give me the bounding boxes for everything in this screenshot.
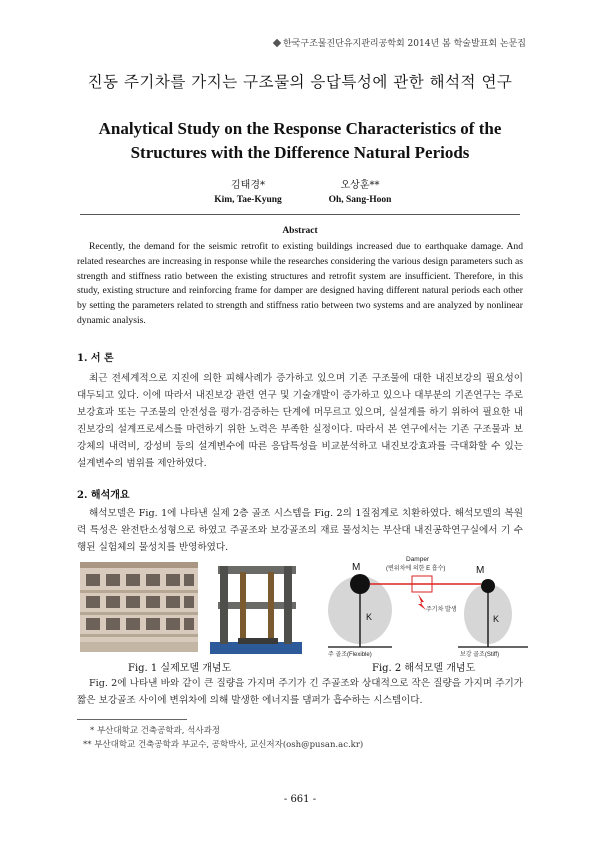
title-korean: 진동 주기차를 가지는 구조물의 응답특성에 관한 해석적 연구: [87, 73, 513, 91]
mass-main: [350, 574, 370, 594]
lightning-icon: [418, 594, 426, 610]
fig2-main-frame: 주 골조(Flexible): [328, 652, 372, 658]
title-english-line2: Structures with the Difference Natural Periods: [130, 143, 470, 162]
section2-heading: 2. 해석개요: [77, 490, 130, 501]
fig2-period: 주기차 발생: [426, 607, 457, 613]
fig2-label-m2: M: [476, 565, 485, 576]
fig2-label-k2: K: [493, 614, 500, 624]
author-2-en: Oh, Sang-Hoon: [328, 195, 392, 205]
fig2-damper-sub: (변위차에 의한 E 흡수): [386, 566, 446, 572]
fig2-retrofit-frame: 보강 골조(Stiff): [460, 652, 500, 658]
fig2-damper: Damper: [406, 556, 430, 563]
fig1-image: [78, 556, 304, 656]
section2-text: 해석모델은 Fig. 1에 나타낸 실제 2층 골조 시스템을 Fig. 2의 1질점계로 치환하였다. 해석모델의 복원력 특성은 완전탄소성형으로 하였고 주골조와 보강골조의 재료 물성치는 부산대 내진공학연구실에서 기 수행된 실험체의 물성치를 반영하였다.: [77, 508, 523, 553]
abstract-heading: Abstract: [282, 226, 318, 236]
fig2-caption: Fig. 2 해석모델 개념도: [372, 663, 476, 674]
page-number: - 661 -: [283, 794, 317, 805]
fig2-diagram: [328, 554, 528, 658]
fig1-caption: Fig. 1 실제모델 개념도: [128, 663, 232, 674]
title-english: [0, 117, 600, 165]
frame-column-left: [220, 566, 228, 644]
fig2-label-k1: K: [366, 612, 373, 622]
frame-column-right: [284, 566, 292, 644]
fig2-label-m1: M: [352, 562, 361, 573]
section1-text: 최근 전세계적으로 지진에 의한 피해사례가 증가하고 있으며 기존 구조물에 대한 내진보강의 필요성이 대두되고 있다. 이에 따라서 내진보강 관련 연구 및 기술개발이 증가하고 있으나 대부분의 기존연구는 주로 보강효과 또는 구조물의 안전성을 평가·검증하는 단계에 머무르고 있으며, 실설계를 하기 위하여 필요한 내진보강의 설계프로세스를 마련하기 위한 노력은 부족한 실정이다. 따라서 본 연구에서는 기존 구조물과 보강체의 내력비, 강성비 등의 설계변수에 따른 응답특성을 비교분석하고 내진보강효과를 극대화할 수 있는 설계변수의 범위를 제안하였다.: [77, 373, 523, 469]
author-1: [188, 178, 308, 208]
section1-heading: 1. 서 론: [77, 353, 114, 364]
author-1-en: Kim, Tae-Kyung: [214, 195, 282, 205]
author-2: [300, 178, 420, 208]
title-english-line1: Analytical Study on the Response Characteristics of the: [98, 119, 502, 138]
author-1-kr: 김태경*: [231, 180, 265, 191]
journal-header: 한국구조물진단유지관리공학회 2014년 봄 학술발표회 논문집: [274, 36, 526, 49]
divider-top: [80, 214, 520, 215]
abstract-text: Recently, the demand for the seismic retrofit to existing buildings increased due to earthquake damage. And related researches are increasing in response while the researches considering the various design parameters such as strength and stiffness ratio between the existing structures and retrofit system are insufficient. Therefore, in this study, existing structure and reinforcing frame for damper are designed having different natural periods each other by setting the parameters related to strength and stiffness ratio between two systems and are analyzed by nonlinear dynamic analysis.: [77, 241, 523, 326]
section2-cont-text: Fig. 2에 나타낸 바와 같이 큰 질량을 가지며 주기가 긴 주골조와 상대적으로 작은 질량을 가지며 주기가 짧은 보강골조 사이에 변위차에 의해 발생한 에너지를 댐퍼가 흡수하는 시스템이다.: [77, 678, 523, 706]
author-2-kr: 오상훈**: [340, 180, 380, 191]
footnote-divider: [77, 719, 187, 720]
footnote-1: * 부산대학교 건축공학과, 석사과정: [90, 726, 221, 736]
footnote-2: ** 부산대학교 건축공학과 부교수, 공학박사, 교신저자(osh@pusan.ac.kr): [83, 740, 364, 750]
mass-retrofit: [481, 579, 495, 593]
bullet-icon: [273, 39, 281, 47]
